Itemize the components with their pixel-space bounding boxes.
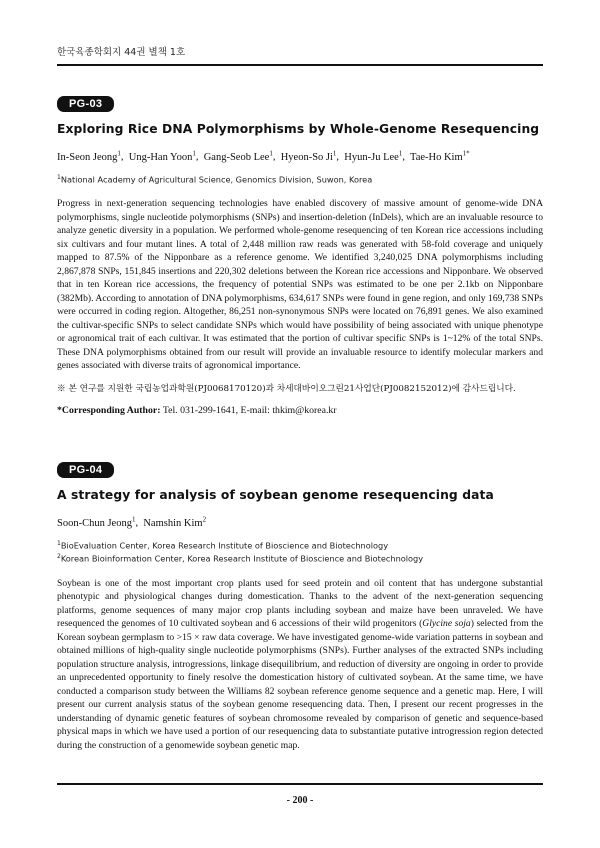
footer-rule	[57, 783, 543, 785]
abstract-pg-04	[57, 460, 543, 752]
corresponding-contact: Tel. 031-299-1641, E-mail: thkim@korea.kr	[162, 404, 337, 416]
page-number: - 200 -	[286, 795, 314, 806]
corresponding-label: *Corresponding Author:	[57, 404, 161, 416]
running-header: 한국육종학회지 44권 별책 1호	[57, 47, 186, 58]
affiliation: $^2$Korean Bioinformation Center, Korea Research Institute of Bioscience and Biotechnology	[57, 553, 424, 564]
abstract-code-badge: PG-03	[57, 96, 114, 112]
abstract-body: Progress in next-generation sequencing technologies have enabled discovery of massive amount of genome-wide DNA polymorphisms, single nucleotide polymorphisms (SNPs) and insertion-deletion (InDels), which are an invaluable resource to analyze genetic diversity in a population. We performed whole-genome resequencing of ten Korean rice accessions including six cultivars and four mutant lines. A total of 2,448 million raw reads was generated with 58-fold coverage and uniquely mapped to 87.5% of the Nipponbare as a reference genome. We identified 3,240,025 DNA polymorphisms including 2,867,878 SNPs, 151,845 insertions and 220,302 deletions between the Korean rice accessions and Nipponbare. We observed that in ten Korean rice accessions, the frequency of potential SNPs was estimated to be one per 2.1kb on Nipponbare (382Mb). According to annotation of DNA polymorphisms, 634,617 SNPs were found in gene region, and only 169,738 SNPs were occurred in coding region. Altogether, 86,251 non-synonymous SNPs were located on 76,891 genes. We also examined the cultivar-specific SNPs to select candidate SNPs which would have possibility of being associated with unique phenotype or agronomical trait of each cultivar. It was estimated that the portion of cultivar specific SNPs is 1~12% of the total SNPs. These DNA polymorphisms obtained from our result will provide an invaluable resource to identify molecular markers and genes associated with diverse traits of agronomical importance.	[57, 198, 543, 372]
abstract-title: A strategy for analysis of soybean genome resequencing data	[57, 488, 494, 502]
acknowledgement: ※ 본 연구를 지원한 국립농업과학원(PJ0068170120)과 차세대바이오그린21사업단(PJ0082152012)에 감사드립니다.	[57, 383, 516, 394]
author: Hyeon-So Ji$^1$	[280, 149, 337, 163]
affiliation: $^1$BioEvaluation Center, Korea Research Institute of Bioscience and Biotechnology	[57, 539, 389, 551]
author: Tae-Ho Kim$^{1*}$	[410, 149, 470, 163]
author: Ung-Han Yoon$^1$	[128, 149, 196, 163]
author: In-Seon Jeong$^1$	[57, 149, 121, 163]
author: Soon-Chun Jeong$^1$	[57, 515, 136, 529]
author: Namshin Kim$^2$	[143, 515, 207, 529]
author-list: In-Seon Jeong$^1$, Ung-Han Yoon$^1$, Gang-Seob Lee$^1$, Hyeon-So Ji$^1$, Hyun-Ju Lee$^1$, Tae-Ho Kim$^{1*}$	[57, 149, 470, 163]
abstract-pg-03	[57, 94, 543, 416]
author-list: Soon-Chun Jeong$^1$, Namshin Kim$^2$	[57, 515, 207, 529]
species-name: Glycine soja	[422, 618, 471, 630]
affiliation-list	[57, 538, 543, 565]
affiliation-list	[57, 172, 543, 186]
author: Gang-Seob Lee$^1$	[203, 149, 273, 163]
affiliation: $^1$National Academy of Agricultural Science, Genomics Division, Suwon, Korea	[57, 173, 373, 185]
author: Hyun-Ju Lee$^1$	[344, 149, 403, 163]
abstract-body: Soybean is one of the most important crop plants used for seed protein and oil content that has undergone substantial phenotypic and physiological changes during domestication. Thanks to the advent of the next-generation sequencing platforms, genome sequences of many major crop plants including soybean and maize have been unraveled. We have resequenced the genomes of 10 cultivated soybean and 6 accessions of their wild progenitors (Glycine soja) selected from the Korean soybean germplasm to >15 × raw data coverage. We have investigated genome-wide variation patterns in soybean and obtained millions of high-quality single nucleotide polymorphisms (SNPs). Further analyses of the extracted SNPs including population structure analysis, introgressions, linkage disequilibrium, and reduction of diversity are ongoing in order to provide an unprecedented opportunity to finely resolve the domestication history of cultivated soybean. At the same time, we have conducted a comparison study between the Williams 82 soybean reference genome sequence and a genetic map. Here, I will present our current analysis status of the soybean genome resequencing data. Then, I present our recent progresses in the understanding of dynamic genetic features of soybean chromosome revealed by comparison of genetic and sequence-based physical maps in which we have used a portion of our resequencing data to substantiate putative introgression region detected during the construction of a genomewide soybean genetic map.	[57, 577, 543, 751]
corresponding-author	[57, 405, 543, 416]
header-rule	[57, 64, 543, 66]
abstract-title: Exploring Rice DNA Polymorphisms by Whole-Genome Resequencing	[57, 122, 540, 136]
abstract-code-badge: PG-04	[57, 462, 114, 478]
